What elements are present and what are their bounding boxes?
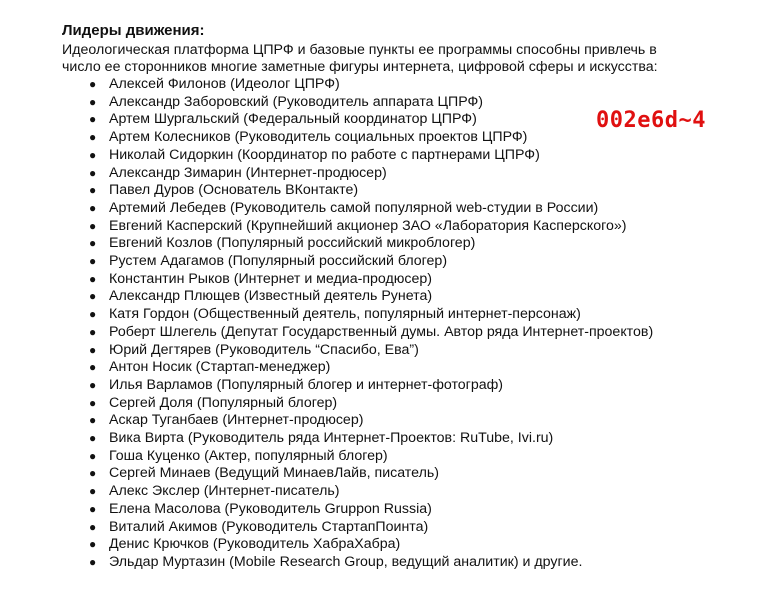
section-heading: Лидеры движения: [62, 22, 205, 39]
bullet-icon: ● [89, 554, 97, 569]
list-item [62, 288, 742, 306]
bullet-icon: ● [89, 360, 97, 375]
list-item [62, 165, 742, 183]
list-item-text: Илья Варламов (Популярный блогер и интернет-фотограф) [109, 376, 504, 393]
bullet-icon: ● [89, 218, 97, 233]
list-item-text: Сергей Минаев (Ведущий МинаевЛайв, писатель) [109, 465, 439, 482]
leaders-list [62, 76, 742, 572]
document-body [62, 22, 742, 572]
bullet-icon: ● [89, 165, 97, 180]
list-item-text: Евгений Касперский (Крупнейший акционер ЗАО «Лаборатория Касперского») [109, 217, 627, 234]
list-item [62, 76, 742, 94]
list-item [62, 395, 742, 413]
list-item-text: Аскар Туганбаев (Интернет-продюсер) [109, 412, 364, 429]
list-item [62, 501, 742, 519]
bullet-icon: ● [89, 94, 97, 109]
list-item [62, 147, 742, 165]
intro-line-2: число ее сторонников многие заметные фигуры интернета, цифровой сферы и искусства: [62, 59, 658, 75]
list-item [62, 306, 742, 324]
list-item-text: Рустем Адагамов (Популярный российский блогер) [109, 253, 448, 270]
bullet-icon: ● [89, 200, 97, 215]
list-item [62, 554, 742, 572]
list-item-text: Роберт Шлегель (Депутат Государственный думы. Автор ряда Интернет-проектов) [109, 323, 654, 340]
bullet-icon: ● [89, 271, 97, 286]
id-stamp: 002e6d~4 [596, 108, 706, 133]
bullet-icon: ● [89, 519, 97, 534]
list-item-text: Антон Носик (Стартап-менеджер) [109, 359, 331, 376]
bullet-icon: ● [89, 413, 97, 428]
list-item [62, 519, 742, 537]
list-item [62, 218, 742, 236]
list-item-text: Александр Заборовский (Руководитель аппарата ЦПРФ) [109, 93, 484, 110]
list-item-text: Эльдар Муртазин (Mobile Research Group, ведущий аналитик) и другие. [109, 553, 583, 570]
list-item-text: Евгений Козлов (Популярный российский микроблогер) [109, 235, 476, 252]
bullet-icon: ● [89, 537, 97, 552]
bullet-icon: ● [89, 289, 97, 304]
bullet-icon: ● [89, 254, 97, 269]
list-item-text: Алексей Филонов (Идеолог ЦПРФ) [109, 76, 340, 92]
bullet-icon: ● [89, 147, 97, 162]
list-item-text: Вика Вирта (Руководитель ряда Интернет-Проектов: RuTube, Ivi.ru) [109, 430, 554, 447]
bullet-icon: ● [89, 236, 97, 251]
list-item [62, 235, 742, 253]
list-item [62, 200, 742, 218]
bullet-icon: ● [89, 431, 97, 446]
bullet-icon: ● [89, 77, 97, 91]
list-item-text: Денис Крючков (Руководитель ХабраХабра) [109, 536, 401, 553]
list-item-text: Артемий Лебедев (Руководитель самой популярной web-студии в России) [109, 199, 599, 216]
bullet-icon: ● [89, 484, 97, 499]
list-item-text: Александр Зимарин (Интернет-продюсер) [109, 164, 387, 181]
list-item-text: Артем Шургальский (Федеральный координатор ЦПРФ) [109, 111, 477, 128]
list-item [62, 271, 742, 289]
list-item [62, 342, 742, 360]
bullet-icon: ● [89, 130, 97, 145]
list-item [62, 359, 742, 377]
list-item-text: Елена Масолова (Руководитель Gruppon Russia) [109, 500, 432, 517]
list-item-text: Алекс Экслер (Интернет-писатель) [109, 483, 340, 500]
list-item [62, 182, 742, 200]
bullet-icon: ● [89, 342, 97, 357]
bullet-icon: ● [89, 466, 97, 481]
list-item [62, 324, 742, 342]
list-item-text: Павел Дуров (Основатель ВКонтакте) [109, 182, 359, 199]
list-item [62, 430, 742, 448]
list-item-text: Юрий Дегтярев (Руководитель “Спасибо, Ева”) [109, 341, 419, 358]
bullet-icon: ● [89, 307, 97, 322]
bullet-icon: ● [89, 395, 97, 410]
list-item-text: Гоша Куценко (Актер, популярный блогер) [109, 447, 388, 464]
bullet-icon: ● [89, 183, 97, 198]
list-item-text: Катя Гордон (Общественный деятель, популярный интернет-персонаж) [109, 306, 581, 323]
list-item [62, 412, 742, 430]
list-item [62, 483, 742, 501]
list-item [62, 448, 742, 466]
list-item-text: Артем Колесников (Руководитель социальных проектов ЦПРФ) [109, 129, 528, 146]
list-item-text: Сергей Доля (Популярный блогер) [109, 394, 338, 411]
bullet-icon: ● [89, 448, 97, 463]
bullet-icon: ● [89, 377, 97, 392]
bullet-icon: ● [89, 501, 97, 516]
list-item-text: Виталий Акимов (Руководитель СтартапПоинта) [109, 518, 429, 535]
list-item-text: Николай Сидоркин (Координатор по работе с партнерами ЦПРФ) [109, 146, 540, 163]
intro-paragraph [62, 42, 742, 76]
list-item-text: Константин Рыков (Интернет и медиа-продюсер) [109, 270, 433, 287]
list-item [62, 253, 742, 271]
bullet-icon: ● [89, 112, 97, 127]
list-item [62, 465, 742, 483]
list-item [62, 377, 742, 395]
list-item [62, 536, 742, 554]
list-item-text: Александр Плющев (Известный деятель Рунета) [109, 288, 433, 305]
bullet-icon: ● [89, 324, 97, 339]
intro-line-1: Идеологическая платформа ЦПРФ и базовые пункты ее программы способны привлечь в [62, 42, 657, 58]
